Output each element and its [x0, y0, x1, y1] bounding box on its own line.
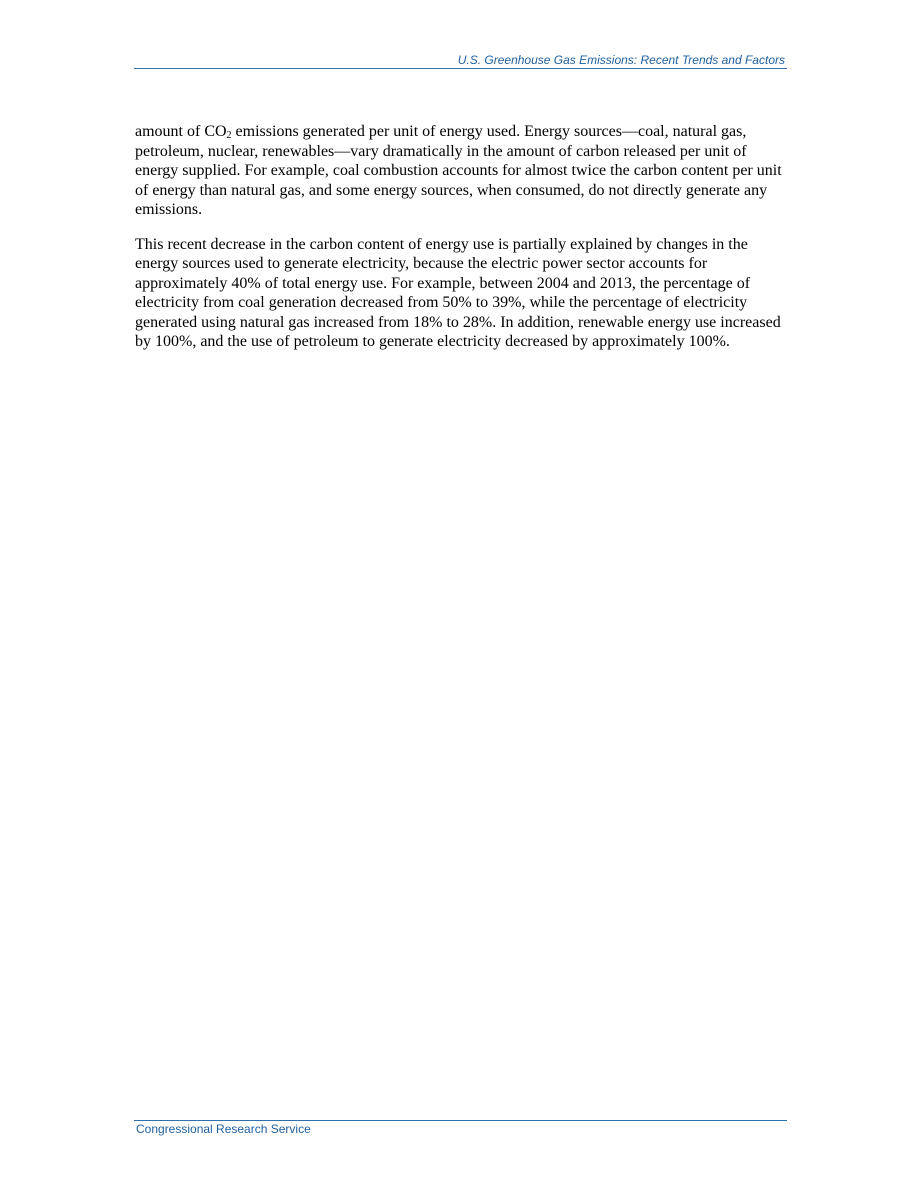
footer-divider — [134, 1120, 787, 1121]
co2-subscript: 2 — [226, 130, 232, 141]
running-header-title: U.S. Greenhouse Gas Emissions: Recent Trends and Factors — [457, 53, 785, 67]
paragraph-1-start: amount of CO — [135, 123, 227, 140]
paragraph-1 — [135, 122, 785, 220]
header-divider — [134, 68, 787, 69]
footer-publisher: Congressional Research Service — [136, 1122, 311, 1136]
paragraph-1-rest: emissions generated per unit of energy used. Energy sources—coal, natural gas, petroleum, nuclear, renewables—vary dramatically in the amount of carbon released per unit of energy supplied. For example, coal combustion accounts for almost twice the carbon content per unit of energy than natural gas, and some energy sources, when consumed, do not directly generate any emissions. — [135, 123, 782, 218]
paragraph-2: This recent decrease in the carbon content of energy use is partially explained by changes in the energy sources used to generate electricity, because the electric power sector accounts for approximately 40% of total energy use. For example, between 2004 and 2013, the percentage of electricity from coal generation decreased from 50% to 39%, while the percentage of electricity generated using natural gas increased from 18% to 28%. In addition, renewable energy use increased by 100%, and the use of petroleum to generate electricity decreased by approximately 100%. — [135, 235, 781, 350]
body-text — [135, 122, 785, 367]
